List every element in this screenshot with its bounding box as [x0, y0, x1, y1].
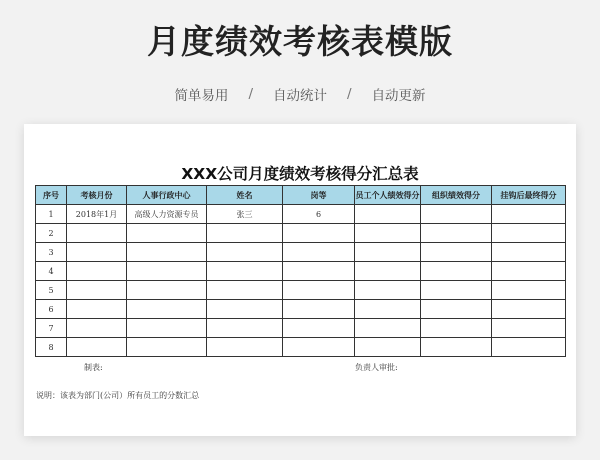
- table-cell: [283, 319, 355, 338]
- tag-auto-statistics: 自动统计: [273, 88, 327, 104]
- table-cell: 2018年1月: [67, 205, 127, 224]
- column-header: 组织绩效得分: [421, 186, 492, 205]
- table-cell: [283, 281, 355, 300]
- table-cell: [492, 338, 566, 357]
- table-cell: [355, 205, 421, 224]
- page-title: 月度绩效考核表模版: [147, 22, 453, 61]
- table-cell: [421, 300, 492, 319]
- table-cell: [355, 224, 421, 243]
- table-cell: [67, 281, 127, 300]
- table-cell: [67, 338, 127, 357]
- table-cell: [492, 300, 566, 319]
- table-cell: [127, 281, 207, 300]
- table-cell: 5: [36, 281, 67, 300]
- table-row: [36, 300, 566, 319]
- table-cell: [492, 243, 566, 262]
- table-cell: [355, 243, 421, 262]
- table-cell: [355, 300, 421, 319]
- table-cell: 张三: [207, 205, 283, 224]
- table-cell: 高级人力资源专员: [127, 205, 207, 224]
- approver-label: 负责人审批:: [355, 363, 398, 372]
- table-cell: [421, 319, 492, 338]
- table-cell: 8: [36, 338, 67, 357]
- sheet-title: XXX公司月度绩效考核得分汇总表: [181, 165, 419, 183]
- table-cell: 4: [36, 262, 67, 281]
- table-cell: [127, 262, 207, 281]
- feature-tagline: [0, 84, 600, 104]
- table-row: [36, 205, 566, 224]
- table-row: [36, 281, 566, 300]
- table-cell: [207, 262, 283, 281]
- table-cell: [67, 300, 127, 319]
- table-cell: [127, 224, 207, 243]
- table-cell: [207, 300, 283, 319]
- score-summary-table: [35, 185, 566, 357]
- column-header: 序号: [36, 186, 67, 205]
- table-header-row: [36, 186, 566, 205]
- maker-label: 制表:: [84, 363, 103, 372]
- table-cell: [421, 205, 492, 224]
- table-cell: [283, 224, 355, 243]
- table-cell: [492, 281, 566, 300]
- table-cell: [492, 262, 566, 281]
- table-cell: [127, 243, 207, 262]
- table-cell: [283, 300, 355, 319]
- table-cell: [207, 243, 283, 262]
- table-cell: [67, 262, 127, 281]
- tag-separator: /: [347, 86, 352, 102]
- table-cell: 3: [36, 243, 67, 262]
- tag-easy-to-use: 简单易用: [174, 88, 229, 104]
- tag-separator: /: [248, 86, 253, 102]
- column-header: 岗等: [283, 186, 355, 205]
- column-header: 考核月份: [67, 186, 127, 205]
- table-cell: [421, 224, 492, 243]
- table-row: [36, 224, 566, 243]
- table-cell: 6: [283, 205, 355, 224]
- table-cell: [355, 262, 421, 281]
- table-cell: 6: [36, 300, 67, 319]
- table-cell: [207, 224, 283, 243]
- tag-auto-update: 自动更新: [371, 88, 426, 104]
- table-cell: [127, 300, 207, 319]
- table-cell: [207, 281, 283, 300]
- table-cell: [127, 338, 207, 357]
- table-cell: [207, 338, 283, 357]
- table-cell: [421, 338, 492, 357]
- column-header: 挂钩后最终得分: [492, 186, 566, 205]
- table-row: [36, 338, 566, 357]
- table-cell: [492, 319, 566, 338]
- column-header: 员工个人绩效得分: [355, 186, 421, 205]
- table-cell: [283, 243, 355, 262]
- table-cell: [355, 338, 421, 357]
- table-cell: 2: [36, 224, 67, 243]
- table-cell: [355, 281, 421, 300]
- table-cell: [207, 319, 283, 338]
- table-cell: [421, 281, 492, 300]
- table-row: [36, 319, 566, 338]
- table-cell: [67, 243, 127, 262]
- table-cell: [421, 243, 492, 262]
- table-cell: 7: [36, 319, 67, 338]
- table-cell: [67, 319, 127, 338]
- table-note: 说明：该表为部门(公司）所有员工的分数汇总: [36, 391, 200, 400]
- table-cell: [421, 262, 492, 281]
- table-cell: [492, 205, 566, 224]
- table-cell: [283, 262, 355, 281]
- table-cell: [283, 338, 355, 357]
- table-cell: [67, 224, 127, 243]
- table-cell: [127, 319, 207, 338]
- column-header: 人事行政中心: [127, 186, 207, 205]
- spreadsheet-preview: [24, 124, 576, 436]
- table-cell: 1: [36, 205, 67, 224]
- column-header: 姓名: [207, 186, 283, 205]
- table-cell: [492, 224, 566, 243]
- table-cell: [355, 319, 421, 338]
- table-row: [36, 262, 566, 281]
- table-row: [36, 243, 566, 262]
